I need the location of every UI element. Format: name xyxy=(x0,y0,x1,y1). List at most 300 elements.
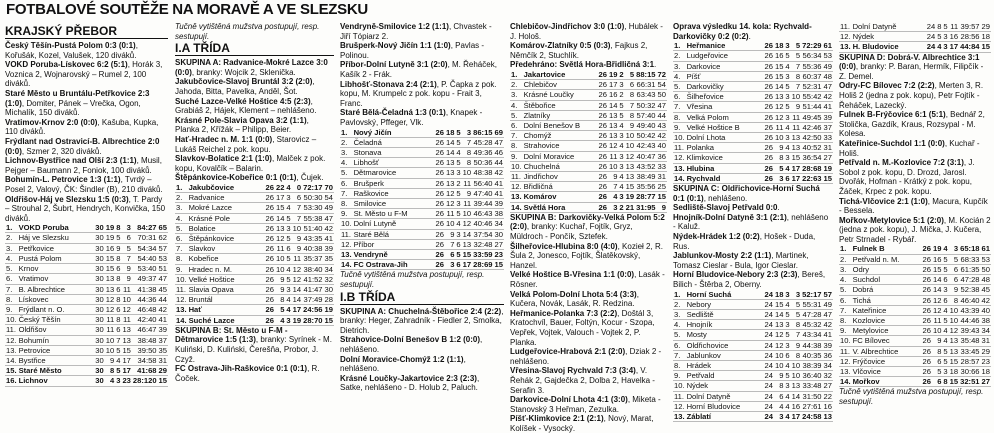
table-cell: 26 xyxy=(265,315,274,325)
table-cell: 9 xyxy=(462,188,472,198)
table-cell: 7 xyxy=(121,253,131,263)
table-row xyxy=(673,122,833,132)
table-cell: 4 xyxy=(619,120,624,130)
table-cell: 34 xyxy=(981,326,990,336)
table-cell: 28:70 xyxy=(303,315,323,325)
table-cell: 3. xyxy=(673,61,686,71)
table-cell: 47 xyxy=(823,309,832,319)
section-title-1a: I.A TŘÍDA xyxy=(175,42,334,56)
table-cell: 43:39 xyxy=(960,305,980,315)
table-cell: 5. xyxy=(673,330,686,340)
table-cell: 3 xyxy=(785,41,790,51)
match-result: Štěpánkovice-Kobeřice 0:1 (0:1), Čujek. xyxy=(175,173,324,183)
table-cell: 33:59 xyxy=(473,249,493,259)
table-row xyxy=(839,22,991,32)
table-cell: 5 xyxy=(791,41,801,51)
table-cell: 22:63 xyxy=(802,173,822,183)
table-cell: 7 xyxy=(791,82,801,92)
table-cell: 22 xyxy=(823,391,832,401)
table-cell: 26 xyxy=(764,133,773,143)
table-cell: 8. xyxy=(340,198,353,208)
table-cell: 26 xyxy=(265,264,274,274)
table-cell: 3 xyxy=(943,32,948,42)
table-row xyxy=(5,335,168,345)
table-cell: 3 xyxy=(785,289,790,299)
table-cell: 8 xyxy=(932,346,942,356)
table-cell: 31 xyxy=(823,143,832,153)
table-cell: 26 xyxy=(265,203,274,213)
table-cell: 3 xyxy=(608,202,618,212)
table-cell: 6. xyxy=(5,274,18,284)
table-cell: 68:33 xyxy=(960,254,980,264)
table-cell: 10 xyxy=(949,305,959,315)
table-cell: 39 xyxy=(823,340,832,350)
table-cell: 37:54 xyxy=(473,229,493,239)
table-cell: 5 xyxy=(456,249,461,259)
table-cell: 17 xyxy=(275,193,285,203)
table-cell: 2 xyxy=(456,178,461,188)
table-row xyxy=(839,285,991,295)
table-cell: 65:18 xyxy=(960,244,980,254)
team-name: Nýdek xyxy=(686,381,764,391)
table-cell: 10 xyxy=(608,161,618,171)
team-name: Bystřice xyxy=(18,355,95,365)
table-cell: 24 xyxy=(764,289,773,299)
table-cell: 4 xyxy=(774,401,784,411)
table-cell: 10. xyxy=(176,274,187,284)
table-cell: 46:40 xyxy=(960,295,980,305)
table-cell: 51 xyxy=(158,264,167,274)
table-cell: 26 xyxy=(265,295,274,305)
table-row xyxy=(673,412,833,422)
table-row xyxy=(673,350,833,360)
table-cell: 47 xyxy=(657,100,666,110)
table-cell: 12 xyxy=(774,102,784,112)
table-row xyxy=(673,133,833,143)
table-cell: 11. xyxy=(674,391,684,401)
table-cell: 42 xyxy=(324,223,333,233)
table-cell: 17 xyxy=(949,42,959,52)
table-cell: 26 xyxy=(598,100,607,110)
table-cell: 30 xyxy=(95,294,104,304)
table-cell: 12 xyxy=(774,340,784,350)
table-cell: 2. xyxy=(673,51,686,61)
table-cell: 42 xyxy=(657,131,666,141)
table-row xyxy=(175,264,334,274)
team-name: Záblatí xyxy=(686,412,764,422)
table-cell: 30 xyxy=(494,229,503,239)
table-cell: 4. xyxy=(340,158,353,168)
table-cell: 24 xyxy=(764,381,773,391)
table-cell: 35:56 xyxy=(636,182,656,192)
team-name: Bolatice xyxy=(188,223,265,233)
table-cell: 17 xyxy=(292,305,302,315)
table-row xyxy=(340,178,504,188)
table-cell: 13 xyxy=(275,223,285,233)
table-cell: 8 xyxy=(462,147,472,157)
table-cell: 49:45 xyxy=(802,112,822,122)
table-cell: 5. xyxy=(839,285,852,295)
table-row xyxy=(839,377,991,387)
team-name: Kobeřice xyxy=(188,254,265,264)
table-cell: 9. xyxy=(340,209,353,219)
table-cell: 15 xyxy=(949,356,959,366)
table-cell: 15 xyxy=(625,182,635,192)
table-cell: 11. xyxy=(840,22,850,31)
table-cell: 7. xyxy=(510,131,523,141)
table-cell: 24 xyxy=(764,401,773,411)
standings-table-1b-group-a xyxy=(510,70,667,213)
table-row xyxy=(673,391,833,401)
table-cell: 14. xyxy=(6,355,17,365)
table-cell: 26 xyxy=(598,110,607,120)
table-cell: 28:56 xyxy=(960,32,980,42)
match-result: Oldřišov-Háj ve Slezsku 1:5 (0:3), T. Pardy – Strouhal 2, Šubrt, Hendrych, Konvička, 150 diváků. xyxy=(5,194,166,223)
team-name: Smilovice xyxy=(353,198,435,208)
table-cell: 15 xyxy=(462,249,472,259)
table-cell: 31 xyxy=(981,336,990,346)
table-cell: 17 xyxy=(608,80,618,90)
table-cell: 44:84 xyxy=(960,42,980,52)
table-cell: 14 xyxy=(292,295,302,305)
table-cell: 8. xyxy=(839,315,852,325)
table-cell: 6 xyxy=(116,264,121,274)
column-1 xyxy=(5,24,168,387)
table-cell: 3 xyxy=(121,223,131,233)
table-cell: 15 xyxy=(981,42,990,52)
match-result: Hať-Hradec n. M. 1:1 (0:0), Starovicz – Lukáš Reichel z pok. kopu. xyxy=(175,134,317,154)
table-cell: 4 xyxy=(456,147,461,157)
table-cell: 8 xyxy=(275,295,285,305)
standings-table-1a-group-b xyxy=(340,128,504,271)
table-cell: 51:44 xyxy=(802,102,822,112)
table-cell: 45:28 xyxy=(473,137,493,147)
table-cell: 5. xyxy=(673,82,686,92)
table-cell: 8 xyxy=(791,320,801,330)
table-cell: 15. xyxy=(6,366,17,376)
team-name: V. Albrechtice xyxy=(852,346,922,356)
table-cell: 34 xyxy=(324,264,333,274)
table-row xyxy=(175,315,334,325)
table-row xyxy=(673,143,833,153)
table-cell: 63:43 xyxy=(636,90,656,100)
table-row xyxy=(510,182,667,192)
table-cell: 19 xyxy=(932,244,942,254)
table-row xyxy=(510,151,667,161)
table-cell: 11 xyxy=(463,198,472,208)
team-name: VOKD Poruba xyxy=(18,223,95,233)
table-cell: 3 xyxy=(619,192,624,202)
table-cell: 6. xyxy=(673,340,686,350)
team-name: Slavkov xyxy=(188,244,265,254)
team-name: Petřvald xyxy=(686,371,764,381)
table-cell: 53:40 xyxy=(132,264,158,274)
table-cell: 36:54 xyxy=(802,153,822,163)
match-result: Velké Hoštice B-Vřesina 1:1 (0:0), Lasák - Rösner. xyxy=(510,270,665,289)
table-cell: 49:40 xyxy=(636,120,656,130)
table-cell: 13 xyxy=(122,325,131,335)
table-cell: 38:40 xyxy=(303,264,323,274)
table-cell: 15 xyxy=(774,299,784,309)
table-cell: 4 xyxy=(619,172,624,181)
table-cell: 44 xyxy=(657,110,666,120)
table-cell: 8 xyxy=(937,22,942,31)
table-cell: 55:36 xyxy=(802,61,822,71)
table-cell: 3 xyxy=(785,153,790,163)
table-row xyxy=(673,340,833,350)
table-cell: 39 xyxy=(823,112,832,122)
table-cell: 26 xyxy=(265,274,274,284)
table-cell: 13. xyxy=(341,249,352,259)
table-cell: 14. xyxy=(840,377,851,387)
table-cell: 26 xyxy=(764,102,773,112)
table-row xyxy=(340,188,504,198)
table-cell: 8 xyxy=(774,153,784,163)
table-cell: 3 xyxy=(116,376,121,386)
table-cell: 18 xyxy=(949,366,959,376)
table-cell: 52:31 xyxy=(802,82,822,91)
table-row xyxy=(673,290,833,300)
team-name: Stonava xyxy=(353,147,435,157)
team-name: Štěpánkovice xyxy=(188,233,265,243)
table-row xyxy=(340,137,504,147)
table-cell: 8. xyxy=(175,254,188,264)
table-cell: 46:43 xyxy=(473,209,493,219)
table-cell: 61:35 xyxy=(960,264,980,274)
table-cell: 11. xyxy=(341,229,351,239)
team-name: Frýčovice xyxy=(852,356,922,366)
table-cell: 26 xyxy=(435,249,444,259)
table-cell: 10 xyxy=(774,350,784,360)
table-cell: 5 xyxy=(456,188,461,198)
table-row xyxy=(175,233,334,243)
table-cell: 13 xyxy=(823,412,832,421)
team-name: Suchdol xyxy=(852,275,922,285)
table-cell: 11 xyxy=(293,254,302,264)
table-cell: 13 xyxy=(122,335,131,345)
team-name: Petrovice xyxy=(18,345,95,355)
table-cell: 11 xyxy=(106,315,115,325)
team-name: Pustá Polom xyxy=(18,253,95,263)
table-cell: 5 xyxy=(456,209,461,219)
table-cell: 6. xyxy=(839,295,852,305)
table-cell: 6 xyxy=(121,233,131,243)
table-cell: 11 xyxy=(123,315,131,325)
table-cell: 4. xyxy=(673,71,686,81)
table-cell: 10. xyxy=(674,381,685,391)
table-cell: 9 xyxy=(116,243,121,253)
table-cell: 9. xyxy=(510,151,523,161)
match-result: VOKD Poruba-Lískovec 6:2 (5:1), Horák 3, Voznica 2, Wojnarovský – Rumel 2, 100 diváků. xyxy=(5,60,163,89)
team-name: Nebory xyxy=(686,299,764,309)
table-cell: 53:30 xyxy=(303,203,323,213)
table-row xyxy=(839,42,991,52)
table-cell: 2. xyxy=(340,137,353,147)
table-cell: 3 xyxy=(785,92,790,102)
table-cell: 15 xyxy=(105,253,115,263)
table-cell: 9 xyxy=(121,274,131,284)
table-cell: 24 xyxy=(764,371,773,381)
table-cell: 30 xyxy=(95,325,104,335)
table-cell: 48 xyxy=(981,275,990,285)
table-cell: 3. xyxy=(175,203,188,213)
table-cell: 3 xyxy=(943,42,948,52)
standings-table-1b-group-d xyxy=(839,244,991,387)
table-cell: 41 xyxy=(494,188,503,198)
table-row xyxy=(5,376,168,386)
table-cell: 15 xyxy=(105,264,115,274)
table-cell: 6 xyxy=(625,80,635,90)
team-name: Mokré Lazce xyxy=(188,203,265,213)
table-cell: 4 xyxy=(785,163,790,173)
table-cell: 35:37 xyxy=(303,254,323,264)
table-cell: 24 xyxy=(764,391,773,401)
table-cell: 4 xyxy=(943,336,948,346)
table-cell: 4 xyxy=(943,305,948,315)
table-cell: 40:46 xyxy=(473,219,493,229)
team-name: Velké Hoštice B xyxy=(686,122,764,132)
table-cell: 11 xyxy=(106,325,115,335)
table-cell: 57 xyxy=(823,289,832,299)
table-cell: 6 xyxy=(943,295,948,305)
table-cell: 49 xyxy=(324,203,333,213)
table-row xyxy=(510,120,667,130)
table-cell: 12. xyxy=(840,356,851,366)
table-cell: 26 xyxy=(265,193,274,203)
table-cell: 28:120 xyxy=(132,376,157,386)
table-cell: 38 xyxy=(981,315,990,325)
table-cell: 13 xyxy=(608,110,618,120)
table-cell: 10 xyxy=(462,168,472,178)
table-cell: 13. xyxy=(6,345,17,355)
table-row xyxy=(340,260,504,270)
table-cell: 12 xyxy=(292,274,302,284)
table-cell: 10. xyxy=(341,219,352,229)
table-cell: 26 xyxy=(764,112,773,122)
table-cell: 17 xyxy=(122,355,131,365)
table-cell: 23 xyxy=(494,249,503,259)
table-cell: 26 xyxy=(435,260,444,270)
table-cell: 15 xyxy=(932,264,942,274)
team-name: Rychvald xyxy=(686,173,764,183)
table-cell: 3 xyxy=(286,315,291,325)
team-name: Šilheřovice xyxy=(686,92,764,102)
match-result: Velká Polom-Dolní Lhota 5:4 (3:3), Kučera, Novák, Lasák, R. Redzina. xyxy=(510,289,639,309)
table-cell: 5 xyxy=(286,213,291,223)
team-name: Nýdek xyxy=(852,32,926,42)
table-cell: 4 xyxy=(286,305,291,315)
table-cell: 15 xyxy=(657,192,666,202)
column-4 xyxy=(510,22,667,433)
table-cell: 26 xyxy=(922,244,931,254)
team-name: Oldřichovice xyxy=(686,340,764,350)
table-cell: 43:34 xyxy=(802,330,822,340)
standings-table-1a-group-a xyxy=(175,183,334,326)
table-cell: 45 xyxy=(981,285,990,295)
table-cell: 12. xyxy=(840,32,851,42)
table-cell: 5 xyxy=(286,274,291,284)
team-name: Odry xyxy=(852,264,922,274)
table-cell: 26 xyxy=(598,80,607,90)
table-cell: 16 xyxy=(823,401,832,411)
table-cell: 12 xyxy=(932,305,942,315)
table-row xyxy=(175,193,334,203)
table-cell: 9 xyxy=(791,340,801,350)
table-cell: 49:37 xyxy=(132,274,158,284)
table-cell: 42 xyxy=(823,320,832,330)
table-cell: 19 xyxy=(105,233,115,243)
table-row xyxy=(5,264,168,274)
team-name: Mosty xyxy=(686,330,764,340)
section-title-1b: I.B TŘÍDA xyxy=(340,291,504,305)
team-name: Krásné Pole xyxy=(188,213,265,223)
table-cell: 15 xyxy=(774,71,784,81)
table-cell: 11 xyxy=(446,209,455,219)
table-cell: 14 xyxy=(791,391,801,401)
table-cell: 10 xyxy=(932,326,942,336)
table-cell: 24 xyxy=(926,22,936,31)
table-cell: 33:48 xyxy=(802,381,822,391)
table-cell: 14 xyxy=(275,213,285,223)
table-cell: 12 xyxy=(625,151,635,161)
table-cell: 14. xyxy=(341,260,352,270)
table-cell: 5 xyxy=(116,366,121,376)
table-cell: 28 xyxy=(324,295,333,305)
table-cell: 9. xyxy=(673,122,686,132)
table-cell: 7. xyxy=(5,284,18,294)
team-name: Slavia Opava xyxy=(188,284,265,294)
table-cell: 8 xyxy=(791,350,801,360)
column-5 xyxy=(673,22,833,422)
table-cell: 45:32 xyxy=(802,320,822,330)
table-row xyxy=(175,254,334,264)
table-cell: 50 xyxy=(657,90,666,100)
match-result: Chlebičov-Jindřichov 3:0 (1:0), Hubálek - J. Hološ. xyxy=(510,22,663,41)
table-cell: 12. xyxy=(674,401,685,411)
table-cell: 38 xyxy=(494,209,503,219)
table-cell: 5. xyxy=(340,168,353,178)
results-correction xyxy=(673,22,833,41)
table-cell: 14 xyxy=(608,100,618,110)
table-cell: 6. xyxy=(340,178,353,188)
table-cell: 72:17 xyxy=(303,182,323,192)
table-cell: 42:43 xyxy=(636,141,656,151)
table-cell: 4 xyxy=(785,122,790,132)
table-cell: 61 xyxy=(981,244,990,254)
table-cell: 24 xyxy=(764,360,773,370)
table-cell: 48 xyxy=(823,71,832,81)
table-cell: 21 xyxy=(625,202,635,212)
table-cell: 14 xyxy=(932,285,942,295)
table-cell: 7. xyxy=(340,188,353,198)
team-name: Lískovec xyxy=(18,294,95,304)
table-cell: 17 xyxy=(791,173,801,183)
match-result: Předehráno: Světlá Hora-Břidličná 3:1. xyxy=(510,60,657,70)
table-cell: 41 xyxy=(823,330,832,340)
table-cell: 3. xyxy=(673,309,686,319)
table-cell: 8. xyxy=(5,294,18,304)
match-result: Mořkov-Metylovice 5:1 (2:0), M. Kocián 2 (jedna z pok. kopu), J. Mička, J. Kučera, Petr Strnadel - Rybář. xyxy=(839,215,991,244)
table-cell: 7. xyxy=(175,244,188,254)
table-row xyxy=(5,355,168,365)
table-cell: 40 xyxy=(657,141,666,151)
table-cell: 3 xyxy=(774,173,784,183)
table-cell: 26 xyxy=(922,366,931,376)
table-cell: 14. xyxy=(674,173,685,183)
team-name: Mořkov xyxy=(852,377,922,387)
table-cell: 7 xyxy=(625,100,635,110)
table-cell: 9 xyxy=(445,229,455,239)
